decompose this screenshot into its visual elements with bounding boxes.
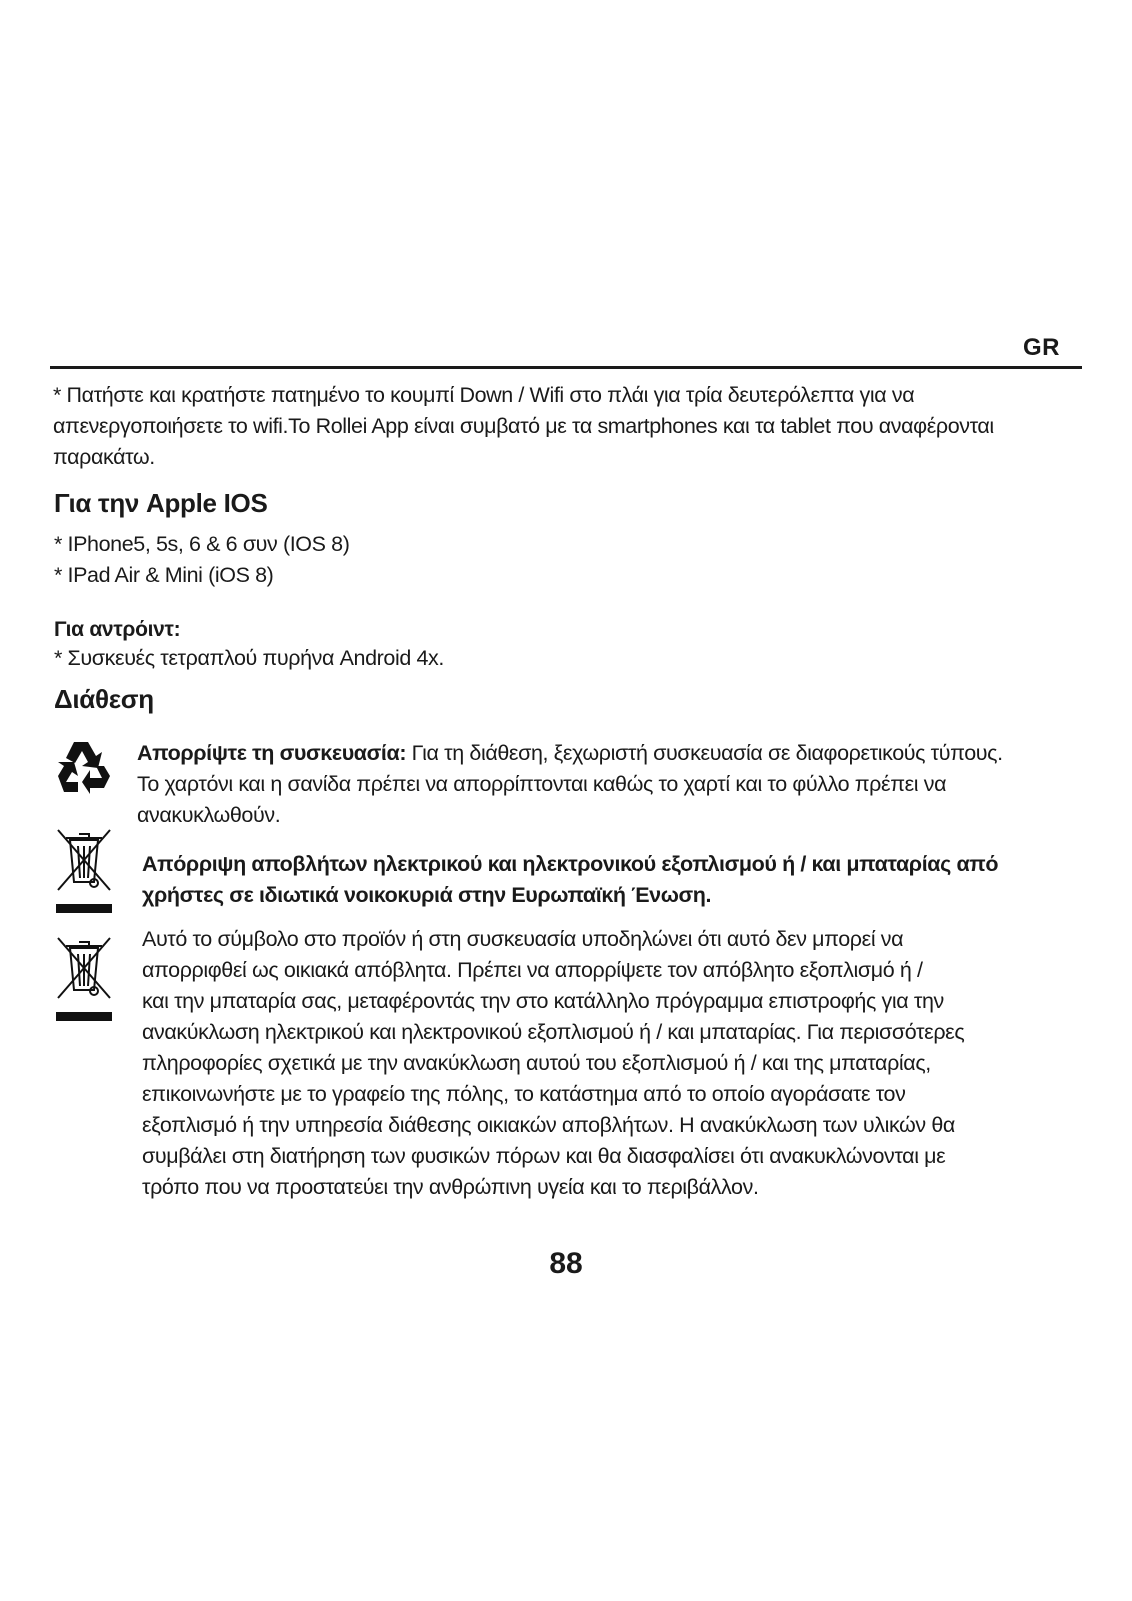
weee-body-line: επικοινωνήστε με το γραφείο της πόλης, το κατάστημα από το οποίο αγοράσατε τον xyxy=(142,1082,906,1106)
language-code: GR xyxy=(1023,334,1060,361)
crossed-bin-icon xyxy=(52,826,116,916)
packaging-line: Το χαρτόνι και η σανίδα πρέπει να απορρίπτονται καθώς το χαρτί και το φύλλο πρέπει να xyxy=(137,772,947,796)
weee-body-line: εξοπλισμό ή την υπηρεσία διάθεσης οικιακών αποβλήτων. Η ανακύκλωση των υλικών θα xyxy=(142,1113,955,1137)
weee-heading-line: χρήστες σε ιδιωτικά νοικοκυριά στην Ευρωπαϊκή Ένωση. xyxy=(142,883,712,907)
weee-body-line: και την μπαταρία σας, μεταφέροντάς την στο κατάλληλο πρόγραμμα επιστροφής για την xyxy=(142,989,944,1013)
packaging-paragraph xyxy=(137,738,1003,831)
weee-body-line: Αυτό το σύμβολο στο προϊόν ή στη συσκευασία υποδηλώνει ότι αυτό δεν μπορεί να xyxy=(142,927,904,951)
list-item: * IPad Air & Mini (iOS 8) xyxy=(54,563,274,587)
weee-heading xyxy=(142,849,998,911)
weee-body-line: τρόπο που να προστατεύει την ανθρώπινη υγεία και το περιβάλλον. xyxy=(142,1175,759,1199)
intro-line: απενεργοποιήσετε το wifi.Το Rollei App είναι συμβατό με τα smartphones και τα tablet που αναφέρονται xyxy=(53,414,994,438)
packaging-line xyxy=(137,738,1003,769)
weee-body-line: πληροφορίες σχετικά με την ανακύκλωση αυτού του εξοπλισμού ή / και της μπαταρίας, xyxy=(142,1051,931,1075)
list-item: * Συσκευές τετραπλού πυρήνα Android 4x. xyxy=(54,646,444,670)
weee-body xyxy=(142,924,964,1203)
apple-list xyxy=(54,529,349,591)
crossed-bin-icon xyxy=(52,934,116,1024)
android-heading: Για αντρόιντ: xyxy=(54,618,181,641)
apple-heading: Για την Apple IOS xyxy=(54,488,268,518)
list-item: * IPhone5, 5s, 6 & 6 συν (IOS 8) xyxy=(54,532,350,556)
recycle-icon xyxy=(52,736,114,798)
packaging-label: Απορρίψτε τη συσκευασία: xyxy=(137,741,407,765)
android-list xyxy=(54,643,444,674)
intro-line: παρακάτω. xyxy=(53,445,155,469)
weee-body-line: απορριφθεί ως οικιακά απόβλητα. Πρέπει να απορρίψετε τον απόβλητο εξοπλισμό ή / xyxy=(142,958,923,982)
intro-paragraph xyxy=(53,380,994,473)
intro-line: * Πατήστε και κρατήστε πατημένο το κουμπί Down / Wifi στο πλάι για τρία δευτερόλεπτα για να xyxy=(53,383,915,407)
disposal-heading: Διάθεση xyxy=(54,684,154,714)
packaging-line: ανακυκλωθούν. xyxy=(137,803,281,827)
weee-heading-line: Απόρριψη αποβλήτων ηλεκτρικού και ηλεκτρονικού εξοπλισμού ή / και μπαταρίας από xyxy=(142,852,999,876)
weee-body-line: συμβάλει στη διατήρηση των φυσικών πόρων και θα διασφαλίσει ότι ανακυκλώνονται με xyxy=(142,1144,946,1168)
header-rule xyxy=(50,366,1082,369)
page-number: 88 xyxy=(549,1247,583,1280)
weee-body-line: ανακύκλωση ηλεκτρικού και ηλεκτρονικού εξοπλισμού ή / και μπαταρίας. Για περισσότερες xyxy=(142,1020,965,1044)
packaging-text: Για τη διάθεση, ξεχωριστή συσκευασία σε διαφορετικούς τύπους. xyxy=(406,741,1003,765)
